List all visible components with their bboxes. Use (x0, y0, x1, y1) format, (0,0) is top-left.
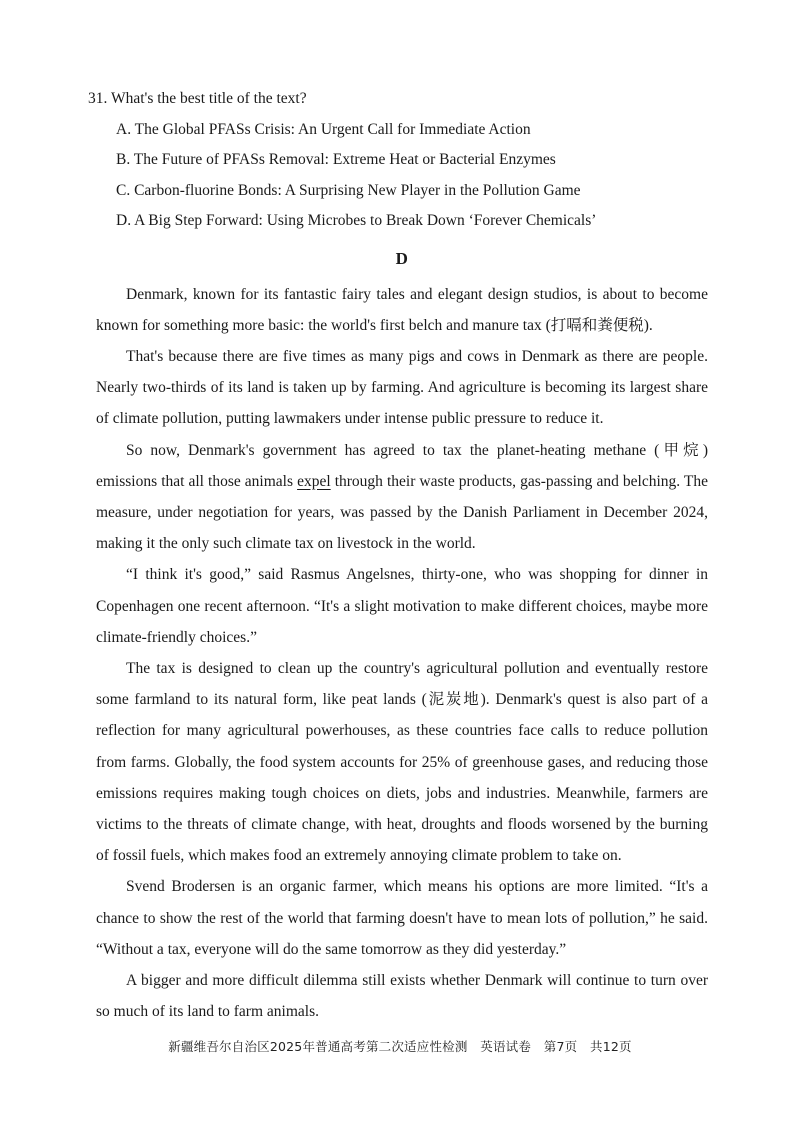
paragraph-3-part-2: through their waste products, gas-passing and belching. The measure, under negotiation for years, was passed by the Danish Parliament in December 2024, making it the only such climate tax on livestock in the world. (96, 472, 709, 553)
option-c: C. Carbon-fluorine Bonds: A Surprising New Player in the Pollution Game (116, 181, 581, 199)
paragraph-3 (96, 435, 708, 560)
paragraph-1: Denmark, known for its fantastic fairy tales and elegant design studios, is about to become known for something more basic: the world's first belch and manure tax (打嗝和粪便税). (96, 285, 708, 334)
reading-passage (96, 279, 708, 1028)
question-stem: 31. What's the best title of the text? (88, 90, 307, 107)
paragraph-7: A bigger and more difficult dilemma still exists whether Denmark will continue to turn over so much of its land to farm animals. (96, 971, 708, 1021)
question-31 (88, 84, 708, 237)
option-b: B. The Future of PFASs Removal: Extreme Heat or Bacterial Enzymes (116, 151, 556, 168)
section-heading: D (395, 248, 409, 268)
paragraph-2: That's because there are five times as many pigs and cows in Denmark as there are people. Nearly two-thirds of its land is taken up by farming. And agriculture is becoming its largest share of climate pollution, putting lawmakers under intense public pressure to reduce it. (96, 347, 708, 428)
option-d: D. A Big Step Forward: Using Microbes to Break Down ‘Forever Chemicals’ (116, 212, 597, 229)
page-footer: 新疆维吾尔自治区2025年普通高考第二次适应性检测 英语试卷 第7页 共12页 (168, 1039, 632, 1054)
paragraph-4: “I think it's good,” said Rasmus Angelsnes, thirty-one, who was shopping for dinner in Copenhagen one recent afternoon. “It's a slight motivation to make different choices, maybe more climate-friendly choices.” (96, 566, 708, 646)
paragraph-3-part-1: So now, Denmark's government has agreed to tax the planet-heating methane (甲烷) emissions that all those animals (96, 441, 708, 490)
option-a: A. The Global PFASs Crisis: An Urgent Call for Immediate Action (116, 120, 531, 138)
paragraph-6: Svend Brodersen is an organic farmer, which means his options are more limited. “It's a chance to show the rest of the world that farming doesn't have to mean lots of pollution,” he said. “Without a tax, everyone will do the same tomorrow as they did yesterday.” (96, 878, 708, 958)
paragraph-5: The tax is designed to clean up the country's agricultural pollution and eventually restore some farmland to its natural form, like peat lands (泥炭地). Denmark's quest is also part of a reflection for many agricultural powerhouses, as these countries face calls to reduce pollution from farms. Globally, the food system accounts for 25% of greenhouse gases, and reducing those emissions requires making tough choices on diets, jobs and industries. Meanwhile, farmers are victims to the threats of climate change, with heat, droughts and floods worsened by the burning of fossil fuels, which makes food an extremely annoying climate problem to take on. (96, 659, 708, 865)
underlined-word: expel (297, 472, 331, 490)
